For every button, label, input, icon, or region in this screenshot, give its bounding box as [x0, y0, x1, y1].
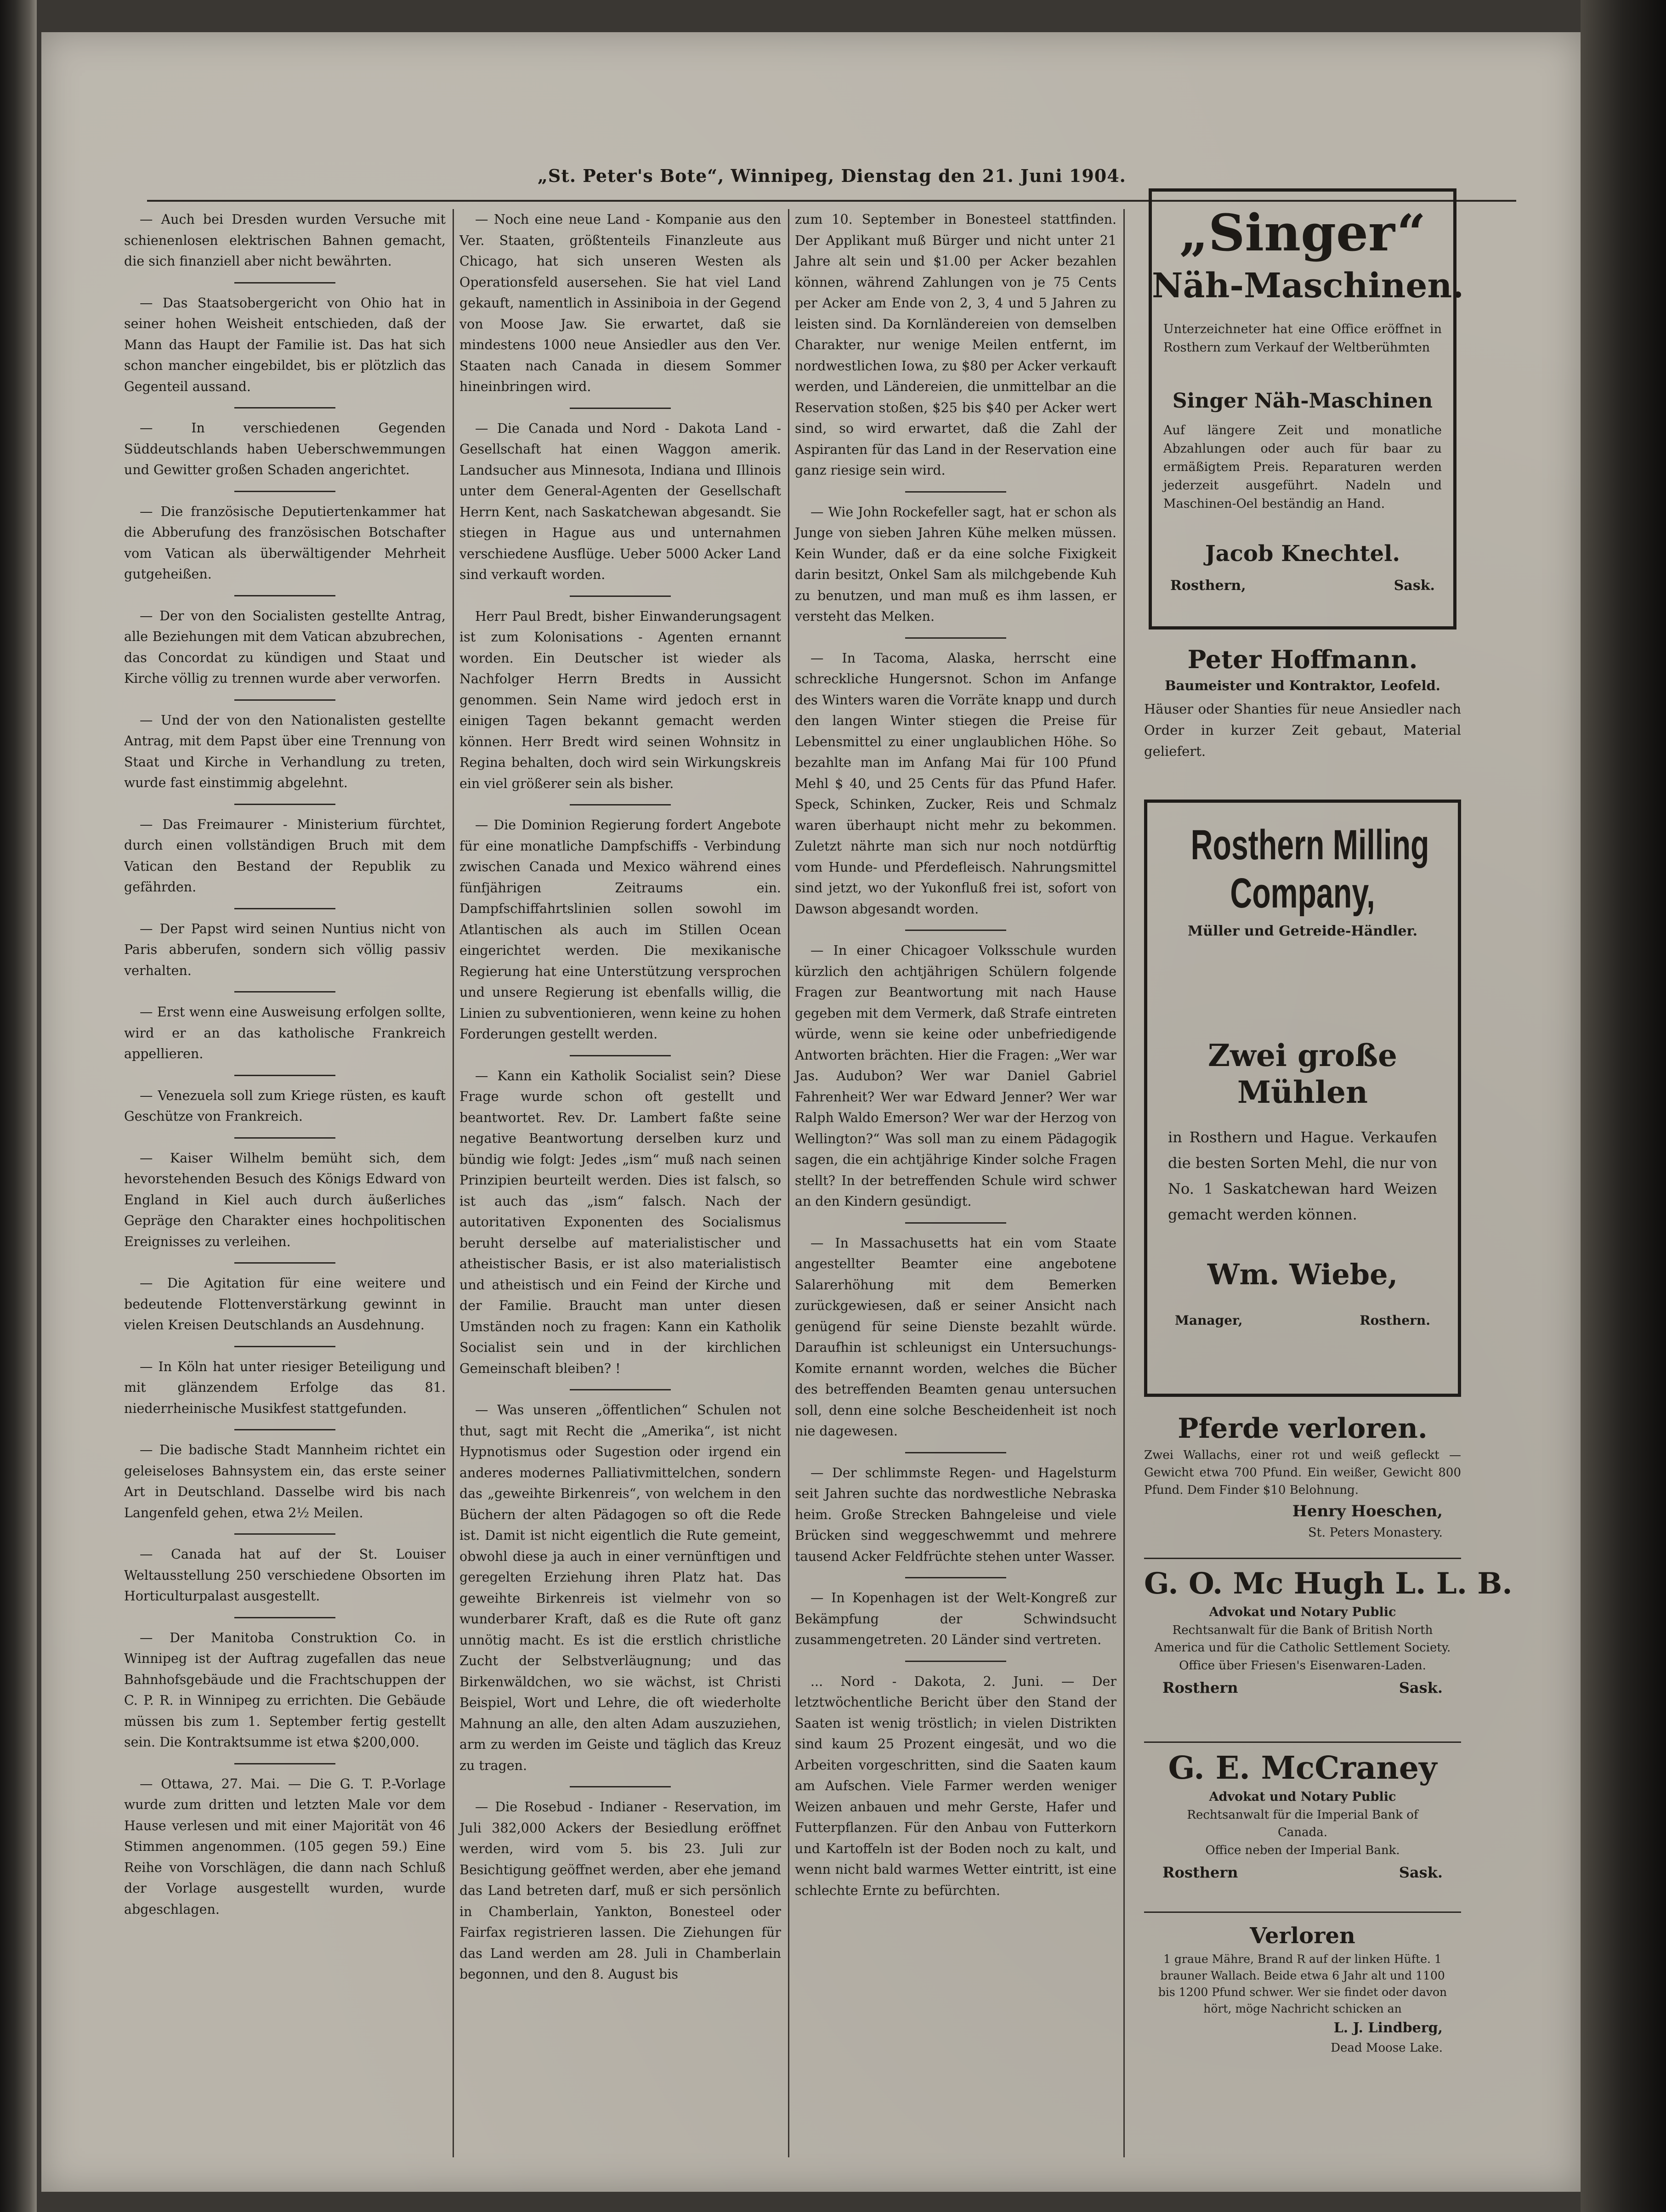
article-separator — [234, 1137, 335, 1139]
article-separator — [234, 991, 335, 993]
article-paragraph: Herr Paul Bredt, bisher Einwanderungsagent ist zum Kolonisations - Agenten ernannt worden. Ein Deutscher ist wieder als Nachfolger Herrn Bredts in Aussicht genommen. Sein Name wird jedoch erst in einigen Tagen bekannt gemacht werden können. Herr Bredt wird seinen Wohnsitz in Regina behalten, doch wird sein Wirkungskreis ein viel größerer sein als bisher. — [459, 608, 781, 791]
pferde-title: Pferde verloren. — [1178, 1412, 1428, 1445]
article-separator — [905, 491, 1006, 493]
hoffmann-body: Häuser oder Shanties für neue Ansiedler nach Order in kurzer Zeit gebaut, Material geliefert. — [1144, 701, 1461, 759]
article-paragraph: — Die französische Deputiertenkammer hat die Abberufung des französischen Botschafter vom Vatican als überwältigender Mehrheit gutgeheißen. — [124, 504, 446, 582]
article-paragraph: — Canada hat auf der St. Louiser Weltausstellung 250 verschiedene Obsorten im Horticulturpalast ausgestellt. — [124, 1547, 446, 1604]
column-1 — [124, 209, 446, 1930]
mccraney-town: Rosthern — [1162, 1864, 1238, 1881]
milling-role: Manager, — [1175, 1313, 1243, 1328]
article-separator — [234, 282, 335, 284]
mchugh-body: Rechtsanwalt für die Bank of British North America und für die Catholic Settlement Society. — [1154, 1623, 1451, 1655]
hoffmann-name: Peter Hoffmann. — [1187, 645, 1418, 674]
milling-name-2: Company, — [1230, 870, 1375, 917]
mchugh-office: Office über Friesen's Eisenwaren-Laden. — [1179, 1659, 1426, 1673]
book-gutter — [0, 0, 37, 2212]
mchugh-town: Rosthern — [1162, 1679, 1238, 1696]
article-separator — [234, 491, 335, 492]
mchugh-ad — [1144, 1565, 1513, 1701]
article-separator — [570, 408, 671, 409]
article-paragraph: — In einer Chicagoer Volksschule wurden kürzlich den achtjährigen Schülern folgende Fragen zur Beantwortung mit nach Hause gegeben mit dem Vermerk, daß Strafe eintreten würde, wenn sie keine oder unbefriedigende Antworten brächten. Hier die Fragen: „Wer war Jas. Audubon? Wer war Daniel Gabriel Fahrenheit? Wer war Edward Jenner? Wer war Ralph Waldo Emerson? Wer war der Herzog von Wellington?“ Was soll man zu einem Pädagogik sagen, die ein achtjährige Kinder solche Fragen stellt? In der betreffenden Schule wird schwer an den Kindern gesündigt. — [795, 943, 1116, 1209]
mchugh-address-row — [1144, 1675, 1461, 1701]
verloren-name: L. J. Lindberg, — [1333, 2020, 1443, 2036]
milling-manager-row — [1175, 1313, 1430, 1328]
milling-head-1: Zwei große — [1207, 1038, 1398, 1073]
mccraney-body: Rechtsanwalt für die Imperial Bank of Canada. — [1187, 1808, 1418, 1839]
article-paragraph: — Kaiser Wilhelm bemüht sich, dem hevorstehenden Besuch des Königs Edward von England in Kiel auch durch äußerliches Gepräge den Charakter eines hochpolitischen Ereignisses zu verleihen. — [124, 1150, 446, 1249]
milling-name-1: Rosthern Milling — [1190, 822, 1429, 868]
verloren-body: 1 graue Mähre, Brand R auf der linken Hüfte. 1 brauner Wallach. Beide etwa 6 Jahr alt und 1100 bis 1200 Pfund schwer. Wer sie findet oder davon hört, möge Nachricht schicken an — [1158, 1952, 1447, 2015]
article-separator — [570, 1055, 671, 1056]
article-separator — [234, 908, 335, 909]
article-separator — [234, 1429, 335, 1430]
pferde-place: St. Peters Monastery. — [1308, 1526, 1443, 1540]
singer-body-2: Auf längere Zeit und monatliche Abzahlungen oder auch für baar zu ermäßigtem Preis. Reparaturen werden jederzeit ausgeführt. Nadeln und Maschinen-Oel beständig an Hand. — [1163, 423, 1442, 511]
article-paragraph: — Kann ein Katholik Socialist sein? Diese Frage wurde schon oft gestellt und beantwortet. Rev. Dr. Lambert faßte seine negative Beantwortung derselben kurz und bündig wie folgt: Jedes „ism“ muß nach seinen Prinzipien beurteilt werden. Dies ist falsch, so ist auch das „ism“ falsch. Nach der autoritativen Exponenten des Socialismus beruht derselbe auf materialistischer und atheistischer Basis, er ist also materialistisch und atheistisch und ein Feind der Kirche und der Familie. Braucht man unter diesen Umständen noch zu fragen: Kann ein Katholik Socialist sein und in der kirchlichen Gemeinschaft bleiben? ! — [459, 1068, 781, 1376]
masthead: „St. Peter's Bote“, Winnipeg, Dienstag den 21. Juni 1904. — [538, 165, 1126, 186]
article-paragraph: — Und der von den Nationalisten gestellte Antrag, mit dem Papst über eine Trennung von Staat und Kirche in Verhandlung zu treten, wurde fast einstimmig abgelehnt. — [124, 712, 446, 790]
article-separator — [234, 1617, 335, 1618]
pferde-body: Zwei Wallachs, einer rot und weiß gefleckt — Gewicht etwa 700 Pfund. Ein weißer, Gewicht 800 Pfund. Dem Finder $10 Belohnung. — [1144, 1448, 1461, 1497]
singer-title: „Singer“ — [1179, 203, 1426, 262]
article-separator — [570, 1786, 671, 1787]
hoffmann-ad — [1144, 643, 1461, 762]
article-separator — [234, 1533, 335, 1535]
mchugh-name: G. O. Mc Hugh L. L. B. — [1144, 1566, 1513, 1601]
verloren-title: Verloren — [1250, 1923, 1355, 1949]
article-paragraph: — Venezuela soll zum Kriege rüsten, es kauft Geschütze von Frankreich. — [124, 1088, 446, 1124]
article-separator — [905, 1661, 1006, 1662]
singer-town: Rosthern, — [1170, 578, 1246, 594]
pferde-ad — [1144, 1411, 1461, 1542]
article-paragraph: ... Nord - Dakota, 2. Juni. — Der letztwöchentliche Bericht über den Stand der Saaten ist wenig tröstlich; in vielen Distrikten sind kaum 25 Prozent eingesät, und wo die Arbeiten vorgeschritten, sind die Saaten kaum am Aufschen. Viele Farmer werden weniger Weizen anbauen und mehr Gerste, Hafer und Futterpflanzen. Für den Anbau von Futterkorn und Kartoffeln ist der Boden noch zu kalt, und wenn nicht bald warmes Wetter eintritt, ist eine schlechte Ernte zu befürchten. — [795, 1673, 1116, 1898]
column-3 — [795, 209, 1116, 1911]
article-paragraph: — Der schlimmste Regen- und Hagelsturm seit Jahren suchte das nordwestliche Nebraska heim. Große Strecken Bahngeleise und viele Brücken sind weggeschwemmt und mehrere tausend Acker Feldfrüchte stehen unter Wasser. — [795, 1465, 1116, 1564]
column-rule — [788, 209, 789, 2157]
article-paragraph: — Wie John Rockefeller sagt, hat er schon als Junge von sieben Jahren Kühe melken müssen. Kein Wunder, daß er da eine solche Fixigkeit darin besitzt, Onkel Sam als milchgebende Kuh zu benutzen, und man muß es ihm lassen, er versteht das Melken. — [795, 504, 1116, 624]
article-separator — [905, 1452, 1006, 1453]
article-separator — [234, 407, 335, 408]
article-paragraph: — In Tacoma, Alaska, herrscht eine schreckliche Hungersnot. Schon im Anfange des Winters waren die Vorräte knapp und durch den langen Winter stiegen die Preise für Lebensmittel zu einer unglaublichen Höhe. So bezahlte man im Anfang Mai für 100 Pfund Mehl $ 40, und 25 Cents für das Pfund Hafer. Speck, Schinken, Zucker, Reis und Schmalz waren überhaupt nicht mehr zu bekommen. Zuletzt nährte man sich nur noch notdürftig vom Hunde- und Pferdefleisch. Nahrungsmittel sind jetzt, wo der Yukonfluß frei ist, sofort von Dawson abgesandt worden. — [795, 650, 1116, 917]
article-separator — [570, 1389, 671, 1390]
page-edge-shadow — [1581, 0, 1666, 2212]
column-rule — [453, 209, 454, 2157]
column-2 — [459, 209, 781, 1995]
article-paragraph: — Erst wenn eine Ausweisung erfolgen sollte, wird er an das katholische Frankreich appellieren. — [124, 1004, 446, 1061]
article-paragraph: — Der Papst wird seinen Nuntius nicht von Paris abberufen, sondern sich völlig passiv verhalten. — [124, 921, 446, 978]
singer-body-1: Unterzeichneter hat eine Office eröffnet in Rosthern zum Verkauf der Weltberühmten — [1163, 322, 1442, 355]
mccraney-title: Advokat und Notary Public — [1209, 1790, 1396, 1804]
article-paragraph: — Der Manitoba Construktion Co. in Winnipeg ist der Auftrag zugefallen das neue Bahnhofsgebäude und die Frachtschuppen der C. P. R. in Winnipeg zu errichten. Die Gebäude müssen bis zum 1. September fertig gestellt sein. Die Kontraktsumme ist etwa $200,000. — [124, 1630, 446, 1750]
article-separator — [234, 1763, 335, 1764]
article-separator — [234, 699, 335, 701]
article-separator — [234, 1346, 335, 1347]
newspaper-page — [41, 32, 1581, 2192]
milling-ad — [1144, 800, 1461, 1397]
article-paragraph: — Der von den Socialisten gestellte Antrag, alle Beziehungen mit dem Vatican abzubrechen, das Concordat zu kündigen und Staat und Kirche völlig zu trennen wurde aber verworfen. — [124, 608, 446, 686]
article-separator — [234, 804, 335, 805]
singer-dealer-name: Jacob Knechtel. — [1205, 541, 1400, 567]
article-separator — [570, 596, 671, 597]
milling-trade: Müller und Getreide-Händler. — [1187, 923, 1418, 939]
article-paragraph: — Die Agitation für eine weitere und bedeutende Flottenverstärkung gewinnt in vielen Kreisen Deutschlands an Ausdehnung. — [124, 1276, 446, 1333]
verloren-place: Dead Moose Lake. — [1331, 2041, 1443, 2055]
mchugh-province: Sask. — [1399, 1679, 1443, 1696]
article-paragraph: — In Massachusetts hat ein vom Staate angestellter Beamter eine angebotene Salarerhöhung mit dem Bemerken zurückgewiesen, daß er seiner Ansicht nach genügend für seine Dienste bezahlt würde. Daraufhin ist schleunigst ein Untersuchungs-Komite ernannt worden, welches die Bücher des betreffenden Beamten genau untersuchen soll, denn eine solche Bescheidenheit ist noch nie dagewesen. — [795, 1235, 1116, 1439]
singer-province: Sask. — [1394, 578, 1435, 594]
mccraney-name: G. E. McCraney — [1168, 1750, 1437, 1787]
milling-manager-name: Wm. Wiebe, — [1207, 1258, 1398, 1291]
milling-town: Rosthern. — [1360, 1313, 1430, 1328]
milling-head-2: Mühlen — [1237, 1074, 1368, 1110]
article-paragraph: — Die Rosebud - Indianer - Reservation, im Juli 382,000 Ackers der Besiedlung eröffnet werden, wird vom 5. bis 23. Juli zur Besichtigung geöffnet werden, aber ehe jemand das Land betreten darf, muß er sich persönlich in Chamberlain, Yankton, Bonesteel oder Fairfax registrieren lassen. Die Ziehungen für das Land werden am 28. Juli in Chamberlain begonnen, und den 8. August bis — [459, 1799, 781, 1982]
mccraney-province: Sask. — [1399, 1864, 1443, 1881]
singer-product: Singer Näh-Maschinen — [1172, 389, 1433, 413]
pferde-name: Henry Hoeschen, — [1292, 1502, 1443, 1520]
article-paragraph: — Noch eine neue Land - Kompanie aus den Ver. Staaten, größtenteils Finanzleute aus Chicago, hat sich unseren Westen als Operationsfeld ausersehen. Sie hat viel Land gekauft, namentlich in Assiniboia in der Gegend von Moose Jaw. Sie erwartet, daß sie mindestens 1000 neue Ansiedler aus den Ver. Staaten nach Canada in diesem Sommer hineinbringen wird. — [459, 212, 781, 394]
article-paragraph: — Die Canada und Nord - Dakota Land - Gesellschaft hat einen Waggon amerik. Landsucher aus Minnesota, Indiana und Illinois unter dem General-Agenten der Gesellschaft Herrn Kent, nach Saskatchewan abgesandt. Sie stiegen in Hague aus und unternahmen verschiedene Ausflüge. Ueber 5000 Acker Land sind verkauft worden. — [459, 420, 781, 582]
article-separator — [234, 595, 335, 596]
article-paragraph: — In verschiedenen Gegenden Süddeutschlands haben Ueberschwemmungen und Gewitter großen Schaden angerichtet. — [124, 420, 446, 477]
article-paragraph: — Was unseren „öffentlichen“ Schulen not thut, sagt mit Recht die „Amerika“, ist nicht Hypnotismus oder Sugestion oder irgend ein anderes modernes Palliativmittelchen, sondern das „geweihte Birkenreis“, von welchem in den Büchern der alten Pädagogen so oft die Rede ist. Damit ist nicht eigentlich die Rute gemeint, obwohl diese ja auch in einer vernünftigen und geregelten Erziehung ihren Platz hat. Das geweihte Birkenreis ist vielmehr von so wunderbarer Kraft, daß es die Rute oft ganz unnötig macht. Es ist die erstlich christliche Zucht der Selbstverläugnung; und das Birkenwäldchen, wo sie wächst, ist Christi Beispiel, Wort und Lehre, die oft wiederholte Mahnung an alle, den alten Adam auszuziehen, arm zu werden im Geiste und täglich das Kreuz zu tragen. — [459, 1402, 781, 1773]
hoffmann-trade: Baumeister und Kontraktor, Leofeld. — [1165, 678, 1440, 693]
mccraney-address-row — [1144, 1860, 1461, 1885]
article-separator — [234, 1262, 335, 1264]
article-separator — [905, 1222, 1006, 1224]
article-separator — [905, 1577, 1006, 1578]
ad-separator — [1144, 1911, 1461, 1913]
article-separator — [905, 930, 1006, 931]
article-paragraph: — Das Freimaurer - Ministerium fürchtet, durch einen vollständigen Bruch mit dem Vatican den Bestand der Republik zu gefährden. — [124, 817, 446, 895]
article-paragraph: — In Kopenhagen ist der Welt-Kongreß zur Bekämpfung der Schwindsucht zusammengetreten. 20 Länder sind vertreten. — [795, 1590, 1116, 1647]
article-paragraph: — Auch bei Dresden wurden Versuche mit schienenlosen elektrischen Bahnen gemacht, die sich finanziell aber nicht bewährten. — [124, 212, 446, 269]
article-separator — [234, 1075, 335, 1076]
article-paragraph: zum 10. September in Bonesteel stattfinden. Der Applikant muß Bürger und nicht unter 21 Jahre alt sein und $1.00 per Acker bezahlen können, während Zahlungen von je 75 Cents per Acker am Ende von 2, 3, 4 und 5 Jahren zu leisten sind. Da Kornländereien von demselben Charakter, nur wenige Meilen entfernt, im nordwestlichen Iowa, zu $80 per Acker verkauft werden, und Ländereien, die unmittelbar an die Reservation stoßen, $25 bis $40 per Acker wert sind, so wird erwartet, daß die Zahl der Aspiranten für das Land in der Reservation eine ganz riesige sein wird. — [795, 212, 1116, 478]
article-separator — [570, 804, 671, 805]
article-paragraph: — Ottawa, 27. Mai. — Die G. T. P.-Vorlage wurde zum dritten und letzten Male vor dem Hause verlesen und mit einer Majorität von 46 Stimmen angenommen. (105 gegen 59.) Eine Reihe von Vorschlägen, die dann nach Schluß der Vorlage ausgestellt wurden, wurde abgeschlagen. — [124, 1776, 446, 1917]
mchugh-title: Advokat und Notary Public — [1209, 1605, 1396, 1619]
article-paragraph: — Das Staatsobergericht von Ohio hat in seiner hohen Weisheit entschieden, daß der Mann das Haupt der Familie ist. Das hat sich schon mancher eingebildet, bis er plötzlich das Gegenteil aussand. — [124, 295, 446, 394]
article-paragraph: — Die Dominion Regierung fordert Angebote für eine monatliche Dampfschiffs - Verbindung zwischen Canada und Mexico während eines fünfjährigen Zeitraums ein. Dampfschiffahrtslinien sollen sowohl im Atlantischen als auch im Stillen Ocean eingerichtet werden. Die mexikanische Regierung hat eine Unterstützung versprochen und unsere Regierung ist ebenfalls willig, die Linien zu subventionieren, wenn keine zu hohen Forderungen gestellt werden. — [459, 817, 781, 1042]
singer-subtitle: Näh-Maschinen. — [1152, 266, 1464, 306]
singer-ad — [1149, 188, 1464, 630]
article-paragraph: — Die badische Stadt Mannheim richtet ein geleiseloses Bahnsystem ein, das erste seiner Art in Deutschland. Dasselbe wird bis nach Langenfeld gehen, etwa 2½ Meilen. — [124, 1442, 446, 1520]
article-separator — [905, 637, 1006, 639]
mccraney-ad — [1144, 1748, 1461, 1885]
ad-separator — [1144, 1741, 1461, 1743]
verloren-ad — [1144, 1921, 1461, 2057]
singer-address-row — [1170, 578, 1435, 594]
article-paragraph: — In Köln hat unter riesiger Beteiligung und mit glänzendem Erfolge das 81. niederrheinische Musikfest stattgefunden. — [124, 1359, 446, 1416]
mccraney-office: Office neben der Imperial Bank. — [1205, 1843, 1400, 1857]
column-rule — [1123, 209, 1125, 2157]
milling-body: in Rosthern und Hague. Verkaufen die besten Sorten Mehl, die nur von No. 1 Saskatchewan hard Weizen gemacht werden können. — [1168, 1129, 1437, 1223]
ad-separator — [1144, 1558, 1461, 1559]
